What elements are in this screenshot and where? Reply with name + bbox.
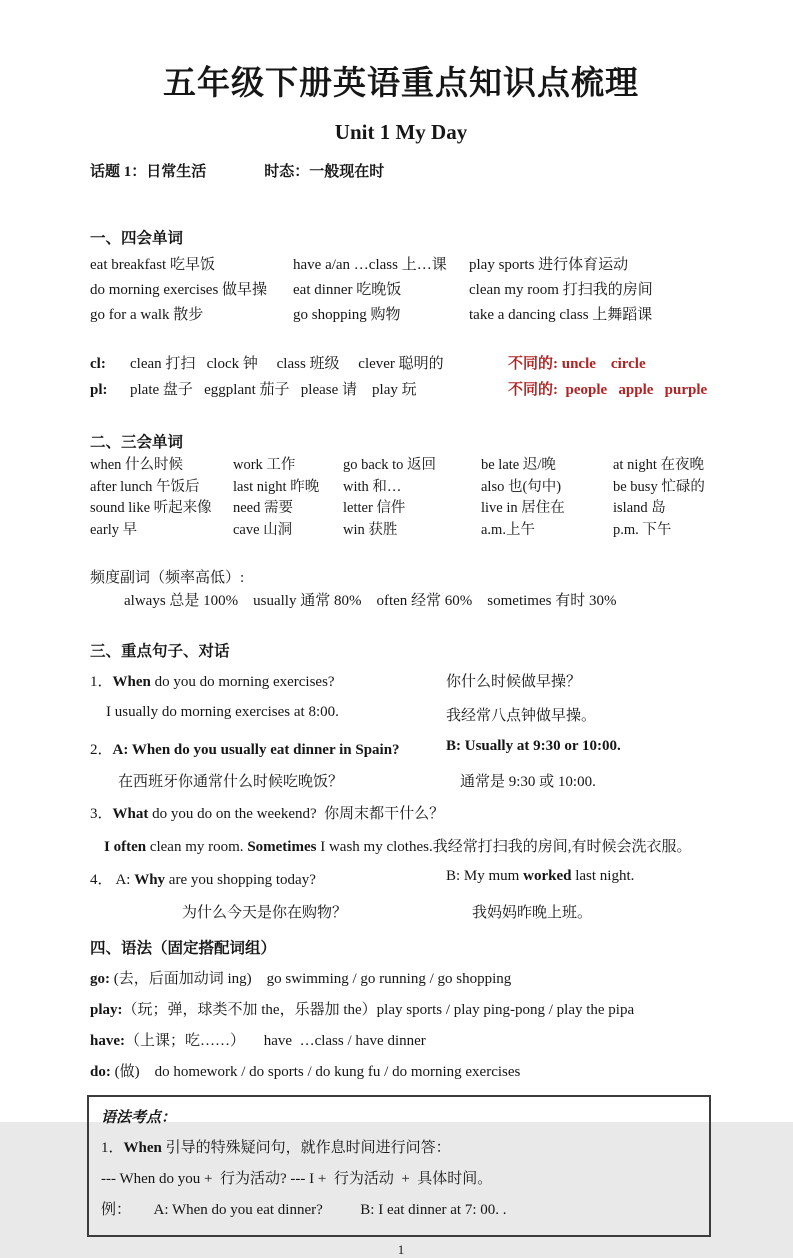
grammar-text: （玩；弹，球类不加 the，乐器加 the）play sports / play ping-pong / play the pipa <box>122 1002 635 1018</box>
bold-word: worked <box>523 868 572 884</box>
word-item: eat breakfast 吃早饭 <box>90 257 215 273</box>
word-item: when 什么时候 <box>90 457 184 473</box>
sentence-1-zh: 你什么时候做早操？ <box>446 674 582 690</box>
item-number: 1． <box>101 1140 124 1156</box>
word-item: do morning exercises 做早操 <box>90 282 268 298</box>
section1-heading: 一、四会单词 <box>90 230 184 247</box>
sentence-text: clean my room. <box>146 839 248 855</box>
grammar-line-play <box>90 1001 712 1020</box>
sentence-text: are you shopping today? <box>165 872 316 888</box>
word-item: clean my room 打扫我的房间 <box>469 282 653 298</box>
sentence-2-question <box>90 738 712 759</box>
topic-label: 话题 1：日常生活 <box>90 164 207 180</box>
section1-word-grid <box>90 253 712 328</box>
tense-label: 时态：一般现在时 <box>264 164 385 180</box>
grammar-line-go <box>90 970 712 989</box>
pl-line <box>90 377 712 403</box>
sentence-text: B: My mum <box>446 868 524 884</box>
word-item: cave 山洞 <box>233 521 293 538</box>
example-text: A: When do you eat dinner? B: I eat dinner at 7: 00. . <box>131 1202 507 1218</box>
sentence-4-reply <box>446 868 712 889</box>
word-item: a.m.上午 <box>481 521 535 538</box>
grammar-text: (去，后面加动词 ing) go swimming / go running / go shopping <box>110 971 512 987</box>
section3-heading: 三、重点句子、对话 <box>90 643 230 660</box>
bold-word: Sometimes <box>247 839 317 855</box>
bold-word: have: <box>90 1033 125 1049</box>
word-item: be late 迟/晚 <box>481 457 556 473</box>
bold-word: Why <box>134 872 166 888</box>
word-item: after lunch 午饭后 <box>90 478 200 495</box>
cl-pl-notes <box>90 351 712 403</box>
sentence-4-question <box>90 868 712 889</box>
section4-heading: 四、语法（固定搭配词组） <box>90 940 277 957</box>
grammar-box-point-1 <box>101 1139 695 1158</box>
grammar-box-title: 语法考点： <box>101 1110 177 1126</box>
sentence-2-zh: 在西班牙你通常什么时候吃晚饭？ <box>118 774 344 790</box>
cl-exceptions: 不同的: uncle circle <box>508 356 646 372</box>
reply-2-zh: 通常是 9:30 或 10:00. <box>460 774 596 790</box>
item-number: 1． <box>90 674 113 690</box>
cl-line <box>90 351 712 377</box>
grammar-text: (做) do homework / do sports / do kung fu / do morning exercises <box>110 1064 521 1080</box>
answer-1-zh: 我经常八点钟做早操。 <box>446 708 597 724</box>
word-item: live in 居住在 <box>481 500 565 516</box>
sentence-text: A: <box>112 872 135 888</box>
grammar-box-pattern: --- When do you + 行为活动? --- I + 行为活动 + 具体时间。 <box>101 1171 493 1187</box>
word-item: go shopping 购物 <box>293 307 401 323</box>
grammar-line-have <box>90 1032 712 1051</box>
example-label: 例： <box>101 1202 132 1218</box>
word-item: letter 信件 <box>343 500 406 516</box>
word-item: with 和… <box>343 478 402 495</box>
grammar-text: （上课；吃……） have …class / have dinner <box>125 1033 426 1049</box>
bold-word: do: <box>90 1064 111 1080</box>
sentence-text: last night. <box>571 868 635 884</box>
cl-words: clean 打扫 clock 钟 class 班级 clever 聪明的 <box>130 356 444 372</box>
item-number: 4． <box>90 872 113 888</box>
bold-word: I often <box>104 839 147 855</box>
sentence-2-translation <box>90 770 712 791</box>
bold-word: When <box>123 1140 162 1156</box>
word-item: take a dancing class 上舞蹈课 <box>469 307 653 323</box>
word-item: need 需要 <box>233 500 293 516</box>
topic-line <box>90 160 712 181</box>
cl-prefix: cl: <box>90 356 106 372</box>
section2-heading: 二、三会单词 <box>90 434 184 451</box>
unit-title: Unit 1 My Day <box>334 120 468 144</box>
frequency-heading: 频度副词（频率高低）: <box>90 570 245 586</box>
bold-word: What <box>112 806 149 822</box>
frequency-adverbs: always 总是 100% usually 通常 80% often 经常 60% sometimes 有时 30% <box>124 593 617 609</box>
word-item: eat dinner 吃晚饭 <box>293 282 402 298</box>
sentence-1-en <box>90 670 446 691</box>
word-item: go for a walk 散步 <box>90 307 204 323</box>
word-item: play sports 进行体育运动 <box>469 257 629 273</box>
sentence-text: do you do on the weekend? 你周末都干什么？ <box>148 806 445 822</box>
sentence-3-question <box>90 802 712 823</box>
sentence-4-translation <box>90 901 712 922</box>
grammar-box-example <box>101 1201 695 1220</box>
word-item: also 也(句中) <box>481 478 562 495</box>
word-item: be busy 忙碌的 <box>613 478 705 495</box>
grammar-text: 引导的特殊疑问句，就作息时间进行问答： <box>161 1140 451 1156</box>
word-item: sound like 听起来像 <box>90 500 212 516</box>
reply-4-zh: 我妈妈昨晚上班。 <box>472 905 593 921</box>
sentence-1-answer <box>90 704 712 725</box>
page-number: 1 <box>397 1242 405 1257</box>
sentence-text: do you do morning exercises? <box>150 674 335 690</box>
item-number: 2． <box>90 742 113 758</box>
sentence-4-zh: 为什么今天是你在购物？ <box>182 905 348 921</box>
word-item: work 工作 <box>233 457 296 473</box>
word-item: win 获胜 <box>343 521 398 538</box>
sentence-2-en <box>90 738 446 759</box>
sentence-1-question <box>90 670 712 691</box>
word-item: at night 在夜晚 <box>613 457 705 473</box>
word-item: island 岛 <box>613 500 666 516</box>
bold-word: play: <box>90 1002 123 1018</box>
word-item: go back to 返回 <box>343 457 437 473</box>
document-content <box>90 0 712 1258</box>
section2-word-grid <box>90 455 712 541</box>
sentence-4-en <box>90 868 446 889</box>
document-title: 五年级下册英语重点知识点梳理 <box>163 64 639 101</box>
sentence-text: I wash my clothes.我经常打扫我的房间,有时候会洗衣服。 <box>316 839 692 855</box>
sentence-text: A: When do you usually eat dinner in Spain? <box>112 742 400 758</box>
pl-prefix: pl: <box>90 382 108 398</box>
item-number: 3． <box>90 806 113 822</box>
bold-word: go: <box>90 971 110 987</box>
pl-words: plate 盘子 eggplant 茄子 please 请 play 玩 <box>130 382 417 398</box>
pl-exceptions: 不同的: people apple purple <box>508 382 708 398</box>
sentence-3-answer <box>90 835 712 856</box>
grammar-line-do <box>90 1063 712 1082</box>
word-item: last night 昨晚 <box>233 478 320 495</box>
grammar-key-points-box <box>87 1095 711 1237</box>
word-item: have a/an …class 上…课 <box>293 257 447 273</box>
bold-word: When <box>112 674 151 690</box>
sentence-2-reply: B: Usually at 9:30 or 10:00. <box>446 738 621 754</box>
answer-1-en: I usually do morning exercises at 8:00. <box>106 704 339 720</box>
word-item: early 早 <box>90 521 138 538</box>
word-item: p.m. 下午 <box>613 521 672 538</box>
